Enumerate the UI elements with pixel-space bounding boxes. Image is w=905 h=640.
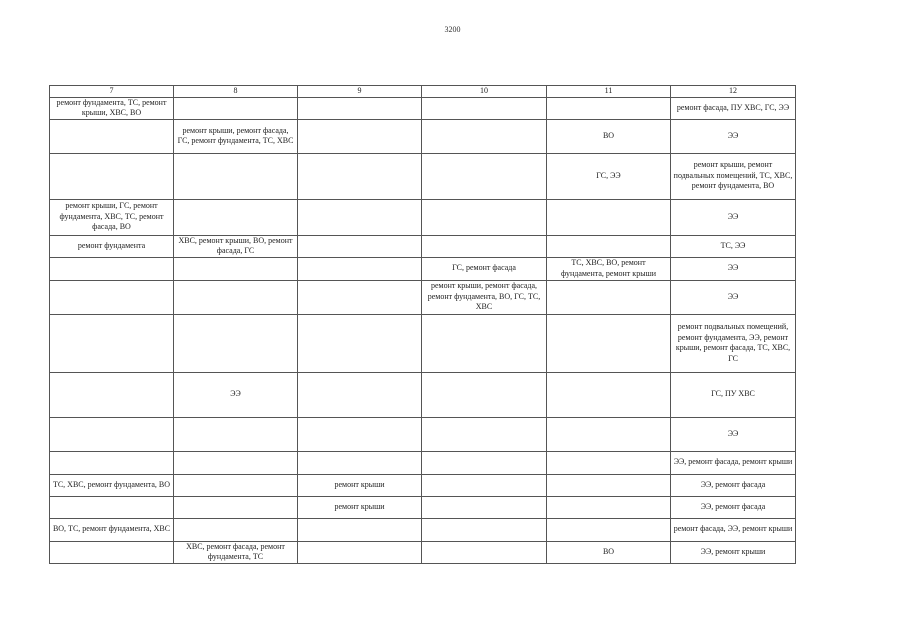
table-cell — [298, 372, 422, 417]
column-header: 9 — [298, 86, 422, 98]
table-cell — [50, 314, 174, 372]
table-cell: ремонт крыши, ремонт фасада, ремонт фундамента, ВО, ГС, ТС, ХВС — [422, 280, 547, 314]
table-cell — [298, 518, 422, 541]
table-cell: ВО, ТС, ремонт фундамента, ХВС — [50, 518, 174, 541]
table-cell — [547, 518, 671, 541]
table-cell — [50, 257, 174, 280]
table-row — [50, 541, 796, 563]
table-cell: ЭЭ — [671, 257, 796, 280]
table-cell — [298, 451, 422, 474]
table-cell — [174, 451, 298, 474]
table-cell — [298, 257, 422, 280]
table-cell — [174, 474, 298, 496]
table-cell — [422, 518, 547, 541]
table-row — [50, 518, 796, 541]
table-cell: ЭЭ — [174, 372, 298, 417]
table-cell: ремонт крыши, ремонт фасада, ГС, ремонт фундамента, ТС, ХВС — [174, 119, 298, 153]
table-cell — [298, 541, 422, 563]
table-row — [50, 257, 796, 280]
table-row — [50, 235, 796, 257]
table-row — [50, 474, 796, 496]
table-cell: ГС, ремонт фасада — [422, 257, 547, 280]
table-cell — [422, 541, 547, 563]
table-cell — [50, 280, 174, 314]
table-cell — [422, 474, 547, 496]
column-header: 11 — [547, 86, 671, 98]
table-cell — [422, 153, 547, 199]
table-cell — [547, 314, 671, 372]
table-row — [50, 280, 796, 314]
column-header: 7 — [50, 86, 174, 98]
table-cell — [422, 496, 547, 518]
table-row — [50, 417, 796, 451]
table-cell — [422, 451, 547, 474]
table-cell — [547, 235, 671, 257]
table-cell: ВО — [547, 541, 671, 563]
table-cell — [422, 314, 547, 372]
table-cell — [50, 451, 174, 474]
table-cell: ремонт фундамента — [50, 235, 174, 257]
table-cell — [50, 417, 174, 451]
table-cell — [298, 280, 422, 314]
table-cell: ремонт фасада, ПУ ХВС, ГС, ЭЭ — [671, 97, 796, 119]
table-cell: ТС, ХВС, ВО, ремонт фундамента, ремонт крыши — [547, 257, 671, 280]
table-cell — [547, 496, 671, 518]
table-cell: ХВС, ремонт крыши, ВО, ремонт фасада, ГС — [174, 235, 298, 257]
table-cell: ремонт фасада, ЭЭ, ремонт крыши — [671, 518, 796, 541]
table-cell: ЭЭ — [671, 199, 796, 235]
table-cell: ЭЭ, ремонт фасада — [671, 474, 796, 496]
table-cell — [547, 280, 671, 314]
column-header: 10 — [422, 86, 547, 98]
table-cell — [547, 372, 671, 417]
table-cell — [422, 372, 547, 417]
table-cell — [50, 153, 174, 199]
table-cell — [174, 97, 298, 119]
table-cell — [298, 97, 422, 119]
table-cell — [50, 372, 174, 417]
table-cell — [174, 280, 298, 314]
table-cell — [298, 119, 422, 153]
table-cell: ЭЭ — [671, 417, 796, 451]
table-cell — [174, 314, 298, 372]
table-cell: ВО — [547, 119, 671, 153]
table-cell — [547, 417, 671, 451]
table-cell — [298, 417, 422, 451]
table-cell: ЭЭ, ремонт фасада — [671, 496, 796, 518]
table-row — [50, 119, 796, 153]
header-row — [50, 86, 796, 98]
table-cell — [50, 496, 174, 518]
table-row — [50, 314, 796, 372]
table-cell — [547, 451, 671, 474]
table-cell — [298, 199, 422, 235]
table-cell — [50, 119, 174, 153]
table-row — [50, 97, 796, 119]
table-cell — [547, 474, 671, 496]
table-row — [50, 451, 796, 474]
table-cell — [174, 199, 298, 235]
table-cell: ТС, ХВС, ремонт фундамента, ВО — [50, 474, 174, 496]
table-cell: ремонт крыши — [298, 474, 422, 496]
table-cell: ремонт крыши, ремонт подвальных помещений, ТС, ХВС, ремонт фундамента, ВО — [671, 153, 796, 199]
table-cell: ТС, ЭЭ — [671, 235, 796, 257]
table-cell — [174, 496, 298, 518]
table-cell: ЭЭ — [671, 119, 796, 153]
table-cell — [422, 97, 547, 119]
table-cell — [298, 153, 422, 199]
table-cell — [174, 518, 298, 541]
table-cell — [50, 541, 174, 563]
table-cell — [422, 235, 547, 257]
table-cell: ремонт подвальных помещений, ремонт фундамента, ЭЭ, ремонт крыши, ремонт фасада, ТС, ХВС, ГС — [671, 314, 796, 372]
table-cell — [174, 257, 298, 280]
table-cell — [422, 417, 547, 451]
table-cell — [174, 417, 298, 451]
table-cell: ЭЭ, ремонт крыши — [671, 541, 796, 563]
table-cell: ГС, ПУ ХВС — [671, 372, 796, 417]
table-cell — [298, 314, 422, 372]
table-row — [50, 372, 796, 417]
table-cell — [422, 119, 547, 153]
table-cell — [298, 235, 422, 257]
table-cell — [422, 199, 547, 235]
table-cell — [547, 97, 671, 119]
table-cell: ГС, ЭЭ — [547, 153, 671, 199]
table-cell: ремонт крыши — [298, 496, 422, 518]
repair-schedule-table — [49, 85, 796, 564]
table-row — [50, 153, 796, 199]
table-row — [50, 199, 796, 235]
table-cell — [547, 199, 671, 235]
table-cell: ХВС, ремонт фасада, ремонт фундамента, ТС — [174, 541, 298, 563]
column-header: 8 — [174, 86, 298, 98]
column-header: 12 — [671, 86, 796, 98]
table-cell: ремонт крыши, ГС, ремонт фундамента, ХВС, ТС, ремонт фасада, ВО — [50, 199, 174, 235]
table-row — [50, 496, 796, 518]
table-cell: ЭЭ — [671, 280, 796, 314]
table-cell — [174, 153, 298, 199]
page-number: 3200 — [444, 25, 461, 34]
table-cell: ремонт фундамента, ТС, ремонт крыши, ХВС, ВО — [50, 97, 174, 119]
table-cell: ЭЭ, ремонт фасада, ремонт крыши — [671, 451, 796, 474]
